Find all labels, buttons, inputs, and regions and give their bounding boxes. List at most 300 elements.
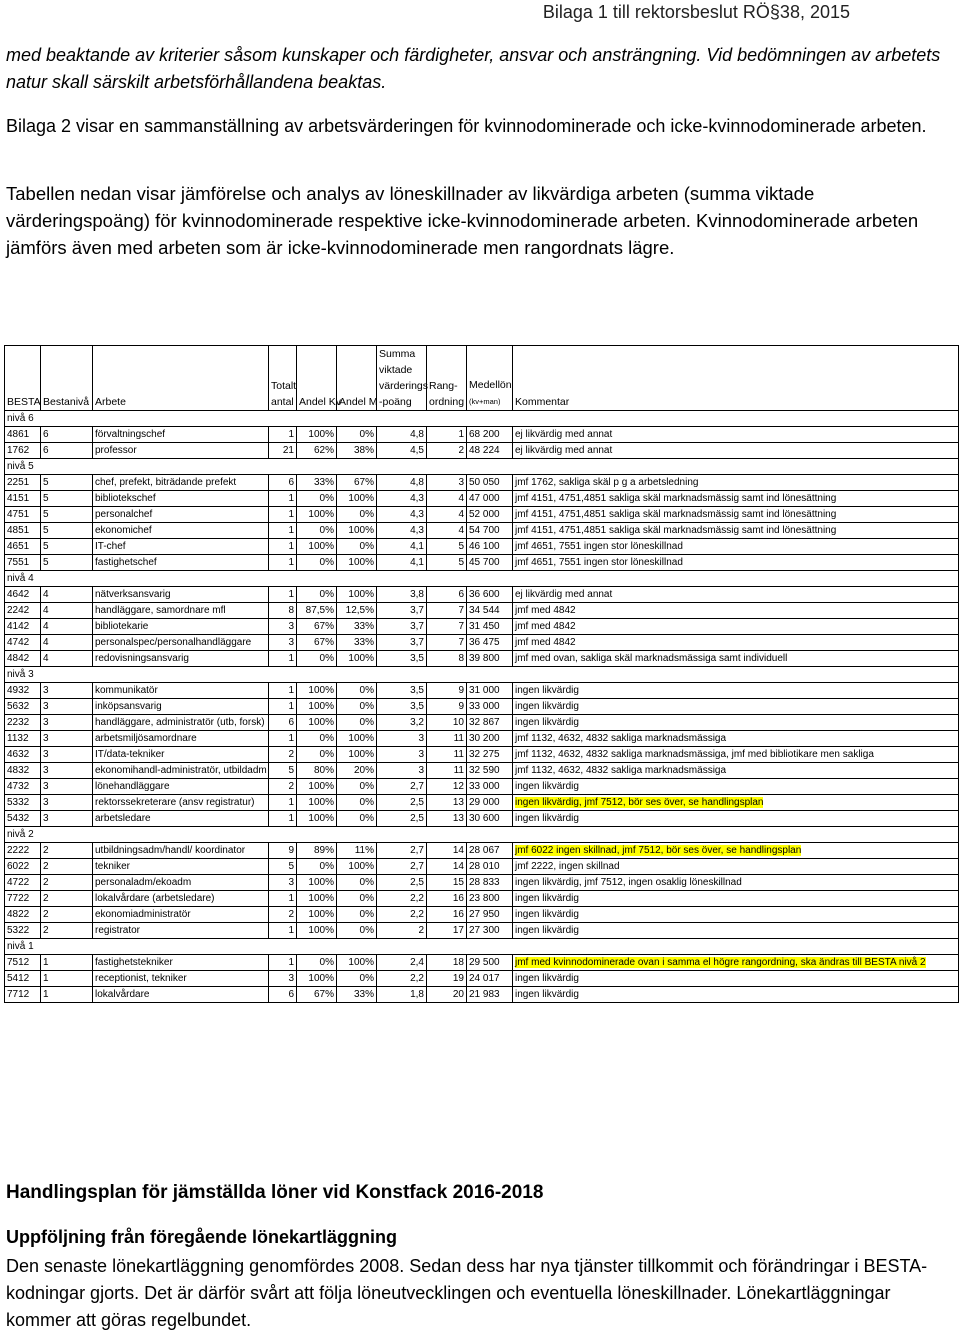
uppfoljning-paragraph: Den senaste lönekartläggning genomfördes 2008. Sedan dess har nya tjänster tillkommit och förändringar i BESTA-kodningar gjorts. Det är därför svårt att följa löneutvecklingen och eventuella löneskillnader. Lönekartläggningar kommer att göras regelbundet. xyxy=(6,1256,928,1330)
rang-cell: 11 xyxy=(427,763,467,779)
medellon-cell: 52 000 xyxy=(467,507,513,523)
arbete-cell: nätverksansvarig xyxy=(93,587,269,603)
arbete-cell: fastighetstekniker xyxy=(93,955,269,971)
summa-cell: 3,7 xyxy=(377,619,427,635)
rang-cell: 7 xyxy=(427,603,467,619)
kommentar-text: jmf 1132, 4632, 4832 sakliga marknadsmässiga xyxy=(515,733,727,744)
kommentar-cell xyxy=(513,587,959,603)
totalt-cell: 1 xyxy=(269,683,297,699)
kommentar-text: ingen likvärdig xyxy=(515,989,579,1000)
kommentar-text: jmf 4151, 4751,4851 sakliga skäl marknadsmässig samt ind lönesättning xyxy=(515,493,837,504)
table-body xyxy=(5,411,959,1003)
besta-cell: 2232 xyxy=(5,715,41,731)
table-row xyxy=(5,811,959,827)
table-row xyxy=(5,651,959,667)
arbete-cell: tekniker xyxy=(93,859,269,875)
summa-cell: 2,2 xyxy=(377,971,427,987)
medellon-cell: 27 300 xyxy=(467,923,513,939)
besta-cell: 7722 xyxy=(5,891,41,907)
summa-cell: 4,1 xyxy=(377,539,427,555)
summa-cell: 2,7 xyxy=(377,859,427,875)
besta-cell: 4632 xyxy=(5,747,41,763)
table-row xyxy=(5,747,959,763)
andel-kv-cell: 100% xyxy=(297,539,337,555)
besta-cell: 5332 xyxy=(5,795,41,811)
arbete-cell: receptionist, tekniker xyxy=(93,971,269,987)
level-row xyxy=(5,411,959,427)
medellon-cell: 31 000 xyxy=(467,683,513,699)
salary-comparison-table xyxy=(4,345,959,1003)
summa-cell: 2 xyxy=(377,923,427,939)
andel-kv-cell: 67% xyxy=(297,635,337,651)
besta-cell: 4932 xyxy=(5,683,41,699)
niva-cell: 5 xyxy=(41,523,93,539)
niva-cell: 3 xyxy=(41,747,93,763)
summa-cell: 4,3 xyxy=(377,523,427,539)
arbete-cell: IT/data-tekniker xyxy=(93,747,269,763)
kommentar-cell xyxy=(513,811,959,827)
table-row xyxy=(5,683,959,699)
intro-italic-paragraph: med beaktande av kriterier såsom kunskaper och färdigheter, ansvar och ansträngning. Vid bedömningen av arbetets natur skall särskilt arbetsförhållandena beaktas. xyxy=(6,45,941,92)
table-row xyxy=(5,763,959,779)
medellon-cell: 47 000 xyxy=(467,491,513,507)
summa-cell: 3,2 xyxy=(377,715,427,731)
totalt-cell: 2 xyxy=(269,907,297,923)
medellon-cell: 27 950 xyxy=(467,907,513,923)
totalt-cell: 8 xyxy=(269,603,297,619)
arbete-cell: redovisningsansvarig xyxy=(93,651,269,667)
andel-m-cell: 0% xyxy=(337,971,377,987)
niva-cell: 2 xyxy=(41,875,93,891)
totalt-cell: 6 xyxy=(269,987,297,1003)
kommentar-cell xyxy=(513,491,959,507)
kommentar-cell xyxy=(513,779,959,795)
niva-cell: 3 xyxy=(41,811,93,827)
andel-m-cell: 100% xyxy=(337,747,377,763)
arbete-cell: handläggare, administratör (utb, forsk) xyxy=(93,715,269,731)
totalt-cell: 1 xyxy=(269,523,297,539)
totalt-cell: 3 xyxy=(269,971,297,987)
andel-kv-cell: 62% xyxy=(297,443,337,459)
medellon-cell: 54 700 xyxy=(467,523,513,539)
totalt-cell: 3 xyxy=(269,635,297,651)
summa-cell: 2,5 xyxy=(377,795,427,811)
medellon-cell: 29 500 xyxy=(467,955,513,971)
rang-cell: 5 xyxy=(427,539,467,555)
kommentar-text: ej likvärdig med annat xyxy=(515,429,613,440)
table-row xyxy=(5,619,959,635)
medellon-cell: 30 600 xyxy=(467,811,513,827)
kommentar-cell xyxy=(513,987,959,1003)
arbete-cell: chef, prefekt, biträdande prefekt xyxy=(93,475,269,491)
totalt-cell: 1 xyxy=(269,539,297,555)
table-row xyxy=(5,955,959,971)
rang-cell: 14 xyxy=(427,843,467,859)
kommentar-text: ingen likvärdig, jmf 7512, bör ses över, se handlingsplan xyxy=(515,797,764,808)
kommentar-cell xyxy=(513,923,959,939)
rang-cell: 2 xyxy=(427,443,467,459)
niva-cell: 3 xyxy=(41,715,93,731)
niva-cell: 5 xyxy=(41,539,93,555)
table-row xyxy=(5,891,959,907)
kommentar-cell xyxy=(513,715,959,731)
medellon-cell: 28 833 xyxy=(467,875,513,891)
totalt-cell: 1 xyxy=(269,555,297,571)
summa-cell: 2,2 xyxy=(377,891,427,907)
arbete-cell: inköpsansvarig xyxy=(93,699,269,715)
arbete-cell: kommunikatör xyxy=(93,683,269,699)
rang-cell: 14 xyxy=(427,859,467,875)
table-row xyxy=(5,795,959,811)
niva-cell: 3 xyxy=(41,699,93,715)
medellon-cell: 45 700 xyxy=(467,555,513,571)
summa-cell: 2,2 xyxy=(377,907,427,923)
arbete-cell: ekonomihandl-administratör, utbildadm xyxy=(93,763,269,779)
besta-cell: 4722 xyxy=(5,875,41,891)
totalt-cell: 2 xyxy=(269,779,297,795)
kommentar-text: jmf med 4842 xyxy=(515,621,576,632)
totalt-cell: 1 xyxy=(269,891,297,907)
totalt-cell: 1 xyxy=(269,923,297,939)
besta-cell: 7512 xyxy=(5,955,41,971)
rang-cell: 16 xyxy=(427,891,467,907)
rang-cell: 4 xyxy=(427,507,467,523)
andel-kv-cell: 100% xyxy=(297,699,337,715)
header-andel-kv: Andel Kv xyxy=(297,346,337,411)
kommentar-text: jmf med kvinnodominerade ovan i samma el högre rangordning, ska ändras till BESTA nivå 2 xyxy=(515,957,926,968)
table-row xyxy=(5,635,959,651)
arbete-cell: rektorssekreterare (ansv registratur) xyxy=(93,795,269,811)
besta-cell: 7712 xyxy=(5,987,41,1003)
arbete-cell: fastighetschef xyxy=(93,555,269,571)
niva-cell: 3 xyxy=(41,683,93,699)
besta-cell: 4742 xyxy=(5,635,41,651)
andel-m-cell: 100% xyxy=(337,555,377,571)
rang-cell: 8 xyxy=(427,651,467,667)
besta-cell: 1762 xyxy=(5,443,41,459)
andel-m-cell: 0% xyxy=(337,811,377,827)
summa-cell: 2,5 xyxy=(377,811,427,827)
rang-cell: 5 xyxy=(427,555,467,571)
level-row xyxy=(5,827,959,843)
medellon-cell: 28 010 xyxy=(467,859,513,875)
andel-kv-cell: 100% xyxy=(297,427,337,443)
table-row xyxy=(5,491,959,507)
besta-cell: 4832 xyxy=(5,763,41,779)
besta-cell: 4851 xyxy=(5,523,41,539)
table-row xyxy=(5,427,959,443)
andel-m-cell: 0% xyxy=(337,683,377,699)
besta-cell: 4861 xyxy=(5,427,41,443)
kommentar-cell xyxy=(513,875,959,891)
kommentar-text: jmf 4151, 4751,4851 sakliga skäl marknadsmässig samt ind lönesättning xyxy=(515,509,837,520)
kommentar-cell xyxy=(513,619,959,635)
andel-kv-cell: 100% xyxy=(297,923,337,939)
rang-cell: 10 xyxy=(427,715,467,731)
andel-kv-cell: 0% xyxy=(297,491,337,507)
medellon-cell: 30 200 xyxy=(467,731,513,747)
kommentar-text: jmf 1132, 4632, 4832 sakliga marknadsmässiga, jmf med bibliotikare men sakliga xyxy=(515,749,874,760)
kommentar-cell xyxy=(513,731,959,747)
totalt-cell: 1 xyxy=(269,955,297,971)
header-besta: BESTA xyxy=(5,346,41,411)
rang-cell: 13 xyxy=(427,811,467,827)
header-andel-m: Andel M xyxy=(337,346,377,411)
andel-kv-cell: 0% xyxy=(297,859,337,875)
andel-m-cell: 33% xyxy=(337,987,377,1003)
andel-m-cell: 0% xyxy=(337,507,377,523)
header-bestaniva: Bestanivå xyxy=(41,346,93,411)
level-label: nivå 5 xyxy=(5,459,959,475)
rang-cell: 1 xyxy=(427,427,467,443)
summa-cell: 3 xyxy=(377,763,427,779)
andel-kv-cell: 0% xyxy=(297,955,337,971)
kommentar-text: ingen likvärdig xyxy=(515,973,579,984)
kommentar-cell xyxy=(513,907,959,923)
andel-kv-cell: 100% xyxy=(297,907,337,923)
niva-cell: 2 xyxy=(41,843,93,859)
niva-cell: 4 xyxy=(41,587,93,603)
table-row xyxy=(5,523,959,539)
table-row xyxy=(5,923,959,939)
kommentar-cell xyxy=(513,971,959,987)
table-row xyxy=(5,971,959,987)
medellon-cell: 36 475 xyxy=(467,635,513,651)
tabellen-paragraph: Tabellen nedan visar jämförelse och analys av löneskillnader av likvärdiga arbeten (summa viktade värderingspoäng) för kvinnodominerade respektive icke-kvinnodominerade arbeten. Kvinnodominerade arbeten jämförs även med arbeten som är icke-kvinnodominerade men rangordnats lägre. xyxy=(6,183,919,258)
kommentar-text: jmf 4151, 4751,4851 sakliga skäl marknadsmässig samt ind lönesättning xyxy=(515,525,837,536)
andel-kv-cell: 0% xyxy=(297,747,337,763)
besta-cell: 5432 xyxy=(5,811,41,827)
niva-cell: 2 xyxy=(41,907,93,923)
niva-cell: 2 xyxy=(41,859,93,875)
niva-cell: 1 xyxy=(41,971,93,987)
besta-cell: 4642 xyxy=(5,587,41,603)
andel-m-cell: 33% xyxy=(337,619,377,635)
niva-cell: 4 xyxy=(41,619,93,635)
level-row xyxy=(5,459,959,475)
medellon-cell: 68 200 xyxy=(467,427,513,443)
kommentar-cell xyxy=(513,763,959,779)
besta-cell: 4142 xyxy=(5,619,41,635)
totalt-cell: 3 xyxy=(269,619,297,635)
arbete-cell: bibliotekarie xyxy=(93,619,269,635)
kommentar-cell xyxy=(513,955,959,971)
kommentar-cell xyxy=(513,747,959,763)
rang-cell: 11 xyxy=(427,731,467,747)
kommentar-text: ingen likvärdig xyxy=(515,893,579,904)
kommentar-text: jmf med ovan, sakliga skäl marknadsmässiga samt individuell xyxy=(515,653,788,664)
arbete-cell: förvaltningschef xyxy=(93,427,269,443)
niva-cell: 2 xyxy=(41,891,93,907)
rang-cell: 16 xyxy=(427,907,467,923)
arbete-cell: lokalvårdare (arbetsledare) xyxy=(93,891,269,907)
andel-m-cell: 100% xyxy=(337,523,377,539)
besta-cell: 5632 xyxy=(5,699,41,715)
summa-cell: 4,3 xyxy=(377,491,427,507)
arbete-cell: personaladm/ekoadm xyxy=(93,875,269,891)
andel-m-cell: 0% xyxy=(337,779,377,795)
kommentar-cell xyxy=(513,699,959,715)
kommentar-text: ej likvärdig med annat xyxy=(515,589,613,600)
level-label: nivå 4 xyxy=(5,571,959,587)
table-row xyxy=(5,603,959,619)
rang-cell: 6 xyxy=(427,587,467,603)
besta-cell: 5412 xyxy=(5,971,41,987)
niva-cell: 3 xyxy=(41,763,93,779)
table-row xyxy=(5,555,959,571)
medellon-cell: 33 000 xyxy=(467,699,513,715)
totalt-cell: 5 xyxy=(269,763,297,779)
niva-cell: 5 xyxy=(41,555,93,571)
summa-cell: 1,8 xyxy=(377,987,427,1003)
andel-m-cell: 0% xyxy=(337,427,377,443)
arbete-cell: handläggare, samordnare mfl xyxy=(93,603,269,619)
medellon-cell: 21 983 xyxy=(467,987,513,1003)
rang-cell: 7 xyxy=(427,635,467,651)
andel-kv-cell: 100% xyxy=(297,683,337,699)
besta-cell: 4842 xyxy=(5,651,41,667)
medellon-cell: 31 450 xyxy=(467,619,513,635)
besta-cell: 6022 xyxy=(5,859,41,875)
rang-cell: 9 xyxy=(427,683,467,699)
kommentar-text: jmf 1762, sakliga skäl p g a arbetsledning xyxy=(515,477,699,488)
rang-cell: 11 xyxy=(427,747,467,763)
kommentar-text: jmf 2222, ingen skillnad xyxy=(515,861,620,872)
andel-m-cell: 0% xyxy=(337,923,377,939)
document-header: Bilaga 1 till rektorsbeslut RÖ§38, 2015 xyxy=(542,2,850,22)
totalt-cell: 1 xyxy=(269,587,297,603)
andel-kv-cell: 100% xyxy=(297,507,337,523)
arbete-cell: ekonomiadministratör xyxy=(93,907,269,923)
andel-m-cell: 100% xyxy=(337,955,377,971)
niva-cell: 5 xyxy=(41,475,93,491)
totalt-cell: 1 xyxy=(269,427,297,443)
andel-kv-cell: 0% xyxy=(297,651,337,667)
totalt-cell: 2 xyxy=(269,747,297,763)
andel-kv-cell: 100% xyxy=(297,795,337,811)
totalt-cell: 6 xyxy=(269,475,297,491)
summa-cell: 3,5 xyxy=(377,651,427,667)
andel-kv-cell: 67% xyxy=(297,619,337,635)
kommentar-cell xyxy=(513,539,959,555)
rang-cell: 20 xyxy=(427,987,467,1003)
summa-cell: 4,1 xyxy=(377,555,427,571)
kommentar-text: jmf med 4842 xyxy=(515,605,576,616)
level-label: nivå 6 xyxy=(5,411,959,427)
arbete-cell: IT-chef xyxy=(93,539,269,555)
besta-cell: 4651 xyxy=(5,539,41,555)
header-medellon xyxy=(467,346,513,411)
kommentar-text: jmf 4651, 7551 ingen stor löneskillnad xyxy=(515,557,683,568)
besta-cell: 4151 xyxy=(5,491,41,507)
bilaga2-paragraph: Bilaga 2 visar en sammanställning av arbetsvärderingen för kvinnodominerade och icke-kvinnodominerade arbeten. xyxy=(6,116,927,136)
summa-cell: 3,7 xyxy=(377,603,427,619)
totalt-cell: 6 xyxy=(269,715,297,731)
niva-cell: 1 xyxy=(41,955,93,971)
andel-m-cell: 100% xyxy=(337,731,377,747)
andel-kv-cell: 0% xyxy=(297,555,337,571)
totalt-cell: 5 xyxy=(269,859,297,875)
totalt-cell: 1 xyxy=(269,651,297,667)
rang-cell: 17 xyxy=(427,923,467,939)
arbete-cell: arbetsmiljösamordnare xyxy=(93,731,269,747)
niva-cell: 2 xyxy=(41,923,93,939)
summa-cell: 3 xyxy=(377,747,427,763)
andel-m-cell: 0% xyxy=(337,875,377,891)
header-medellon-label: Medellön xyxy=(469,379,512,391)
table-row xyxy=(5,443,959,459)
kommentar-text: ingen likvärdig, jmf 7512, ingen osaklig löneskillnad xyxy=(515,877,742,888)
rang-cell: 18 xyxy=(427,955,467,971)
header-rang: Rang-ordning xyxy=(427,346,467,411)
andel-kv-cell: 100% xyxy=(297,875,337,891)
niva-cell: 6 xyxy=(41,427,93,443)
kommentar-text: ingen likvärdig xyxy=(515,701,579,712)
andel-m-cell: 0% xyxy=(337,539,377,555)
niva-cell: 4 xyxy=(41,651,93,667)
kommentar-text: jmf med 4842 xyxy=(515,637,576,648)
handlingsplan-title: Handlingsplan för jämställda löner vid Konstfack 2016-2018 xyxy=(6,1182,544,1203)
header-summa: Summa viktade värderings -poäng xyxy=(377,346,427,411)
totalt-cell: 1 xyxy=(269,731,297,747)
summa-cell: 2,7 xyxy=(377,843,427,859)
besta-cell: 4732 xyxy=(5,779,41,795)
andel-m-cell: 0% xyxy=(337,795,377,811)
table-row xyxy=(5,779,959,795)
summa-cell: 3 xyxy=(377,731,427,747)
kommentar-cell xyxy=(513,859,959,875)
medellon-cell: 39 800 xyxy=(467,651,513,667)
kommentar-text: ingen likvärdig xyxy=(515,717,579,728)
kommentar-cell xyxy=(513,795,959,811)
rang-cell: 7 xyxy=(427,619,467,635)
table-row xyxy=(5,475,959,491)
rang-cell: 3 xyxy=(427,475,467,491)
andel-m-cell: 100% xyxy=(337,859,377,875)
andel-m-cell: 20% xyxy=(337,763,377,779)
rang-cell: 15 xyxy=(427,875,467,891)
medellon-cell: 24 017 xyxy=(467,971,513,987)
niva-cell: 6 xyxy=(41,443,93,459)
kommentar-text: jmf 6022 ingen skillnad, jmf 7512, bör ses över, se handlingsplan xyxy=(515,845,802,856)
kommentar-cell xyxy=(513,443,959,459)
medellon-cell: 36 600 xyxy=(467,587,513,603)
andel-kv-cell: 100% xyxy=(297,715,337,731)
kommentar-text: ingen likvärdig xyxy=(515,685,579,696)
andel-kv-cell: 0% xyxy=(297,587,337,603)
kommentar-cell xyxy=(513,475,959,491)
totalt-cell: 1 xyxy=(269,811,297,827)
andel-kv-cell: 89% xyxy=(297,843,337,859)
medellon-cell: 50 050 xyxy=(467,475,513,491)
medellon-cell: 46 100 xyxy=(467,539,513,555)
kommentar-text: ingen likvärdig xyxy=(515,781,579,792)
table-row xyxy=(5,907,959,923)
table-row xyxy=(5,715,959,731)
kommentar-cell xyxy=(513,891,959,907)
rang-cell: 4 xyxy=(427,523,467,539)
andel-kv-cell: 100% xyxy=(297,971,337,987)
andel-m-cell: 0% xyxy=(337,891,377,907)
summa-cell: 3,7 xyxy=(377,635,427,651)
header-medellon-sub: (kv+man) xyxy=(469,397,501,406)
andel-m-cell: 0% xyxy=(337,715,377,731)
niva-cell: 4 xyxy=(41,603,93,619)
summa-cell: 4,3 xyxy=(377,507,427,523)
summa-cell: 4,8 xyxy=(377,427,427,443)
andel-kv-cell: 100% xyxy=(297,779,337,795)
kommentar-cell xyxy=(513,603,959,619)
